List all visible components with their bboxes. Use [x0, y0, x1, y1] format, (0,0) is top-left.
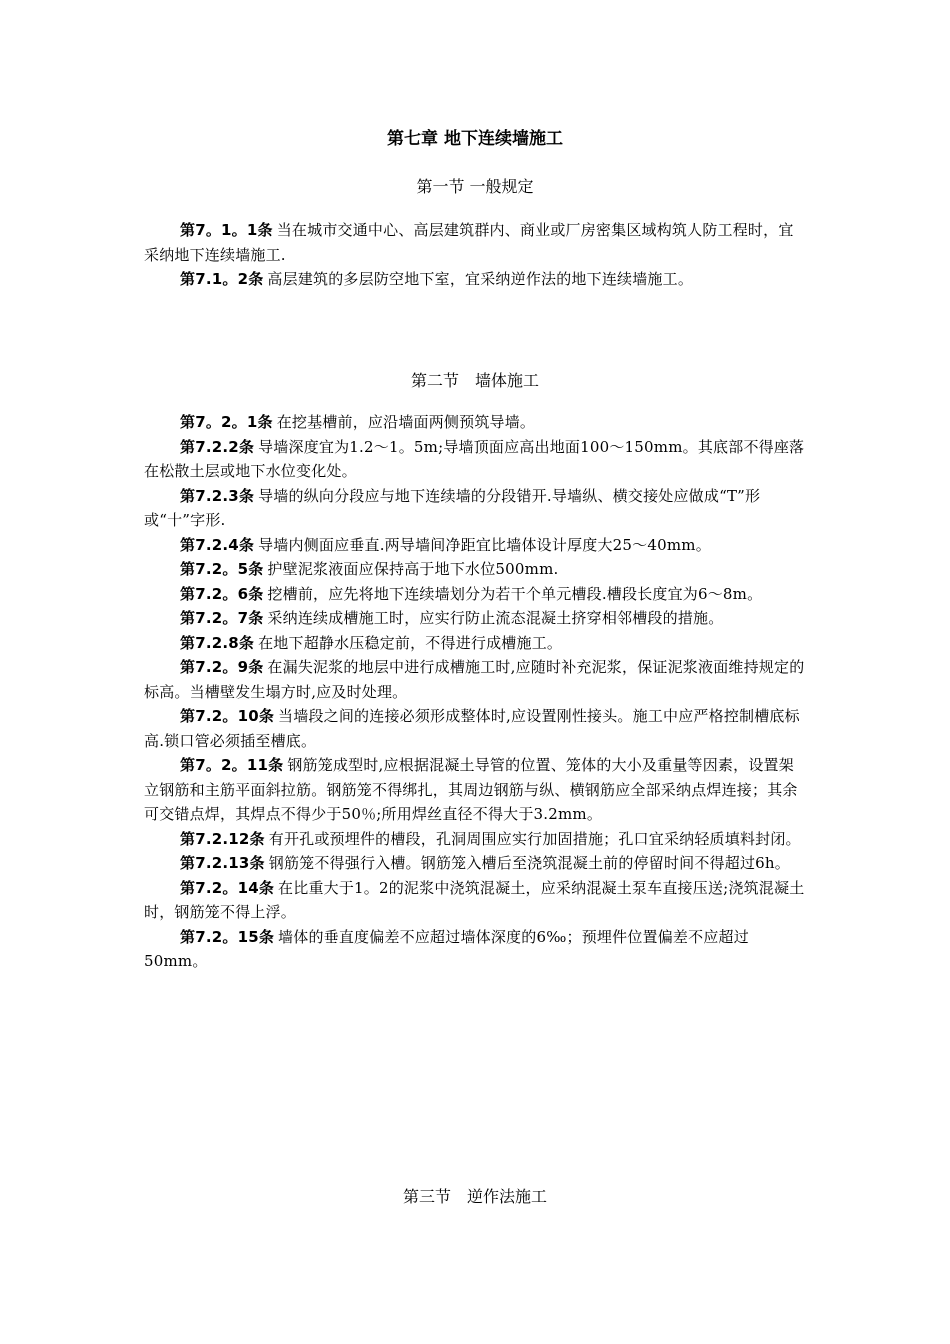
article-number: 第7。1。1条: [180, 221, 273, 239]
article-number: 第7.2.3条: [180, 486, 255, 505]
article: [144, 925, 808, 974]
article-number: 第7.2.8条: [180, 633, 255, 652]
article-number: 第7.2.4条: [180, 535, 255, 554]
section-title: 第二节 墙体施工: [410, 371, 539, 390]
article-text: 导墙深度宜为1.2～1。5m;导墙顶面应高出地面100～150mm。其底部不得座落在松散土层或地下水位变化处。: [144, 437, 805, 480]
article: [144, 410, 808, 435]
article: [144, 606, 808, 631]
article: [144, 557, 808, 582]
article-number: 第7.2。7条: [180, 609, 264, 627]
article: [144, 827, 808, 852]
chapter-title: 第七章 地下连续墙施工: [387, 129, 563, 149]
article-number: 第7。2。11条: [180, 756, 284, 774]
article-text: 在比重大于1。2的泥浆中浇筑混凝土，应采纳混凝土泵车直接压送;浇筑混凝土时，钢筋笼不得上浮。: [144, 878, 805, 921]
article: [144, 582, 808, 607]
article: [144, 631, 808, 656]
section-title: 第一节 一般规定: [416, 177, 534, 196]
article-number: 第7.2。10条: [180, 707, 275, 725]
article: [144, 704, 808, 753]
section-body: [144, 410, 808, 974]
article-text: 护壁泥浆液面应保持高于地下水位500mm.: [267, 560, 559, 578]
article-number: 第7.2.12条: [180, 829, 265, 848]
article-number: 第7.2。15条: [180, 927, 275, 946]
article-text: 在漏失泥浆的地层中进行成槽施工时,应随时补充泥浆，保证泥浆液面维持规定的标高。当槽壁发生塌方时,应及时处理。: [144, 658, 805, 701]
article: [144, 876, 808, 925]
article-text: 高层建筑的多层防空地下室，宜采纳逆作法的地下连续墙施工。: [267, 270, 694, 288]
article-number: 第7.2。6条: [180, 584, 264, 603]
article: [144, 435, 808, 484]
article-text: 钢筋笼成型时,应根据混凝土导管的位置、笼体的大小及重量等因素，设置架立钢筋和主筋平面斜拉筋。钢筋笼不得绑扎，其周边钢筋与纵、横钢筋应全部采纳点焊连接；其余可交错点焊，其焊点不得少于50％;所用焊丝直径不得大于3.2mm。: [144, 756, 798, 823]
section-title: 第三节 逆作法施工: [402, 1187, 547, 1206]
article-number: 第7.2。9条: [180, 658, 264, 676]
article-text: 导墙的纵向分段应与地下连续墙的分段错开.导墙纵、横交接处应做成“T”形或“十”字形.: [144, 486, 761, 529]
article: [144, 533, 808, 558]
article-number: 第7.2。14条: [180, 878, 275, 897]
section-body: [144, 218, 808, 292]
article-text: 导墙内侧面应垂直.两导墙间净距宜比墙体设计厚度大25～40mm。: [258, 535, 711, 554]
article-number: 第7.2.13条: [180, 854, 265, 872]
article-text: 在挖基槽前，应沿墙面两侧预筑导墙。: [276, 413, 536, 431]
article: [144, 851, 808, 876]
article-text: 钢筋笼不得强行入槽。钢筋笼入槽后至浇筑混凝土前的停留时间不得超过6h。: [268, 854, 790, 872]
article-text: 采纳连续成槽施工时，应实行防止流态混凝土挤穿相邻槽段的措施。: [267, 609, 724, 627]
article: [144, 267, 808, 292]
article-number: 第7.1。2条: [180, 270, 264, 288]
article: [144, 218, 808, 267]
article-text: 当墙段之间的连接必须形成整体时,应设置刚性接头。施工中应严格控制槽底标高.锁口管必须插至槽底。: [144, 707, 800, 750]
article-text: 有开孔或预埋件的槽段，孔洞周围应实行加固措施；孔口宜采纳轻质填料封闭。: [268, 829, 801, 848]
article-text: 当在城市交通中心、高层建筑群内、商业或厂房密集区域构筑人防工程时，宜采纳地下连续墙施工.: [144, 221, 794, 264]
article-number: 第7.2。5条: [180, 560, 264, 578]
article: [144, 655, 808, 704]
article-text: 在地下超静水压稳定前，不得进行成槽施工。: [258, 633, 563, 652]
article-number: 第7。2。1条: [180, 413, 273, 431]
article: [144, 753, 808, 827]
article: [144, 484, 808, 533]
article-text: 挖槽前，应先将地下连续墙划分为若干个单元槽段.槽段长度宜为6～8m。: [267, 584, 763, 603]
article-number: 第7.2.2条: [180, 437, 255, 456]
article-text: 墙体的垂直度偏差不应超过墙体深度的6‰；预埋件位置偏差不应超过50mm。: [144, 927, 749, 970]
